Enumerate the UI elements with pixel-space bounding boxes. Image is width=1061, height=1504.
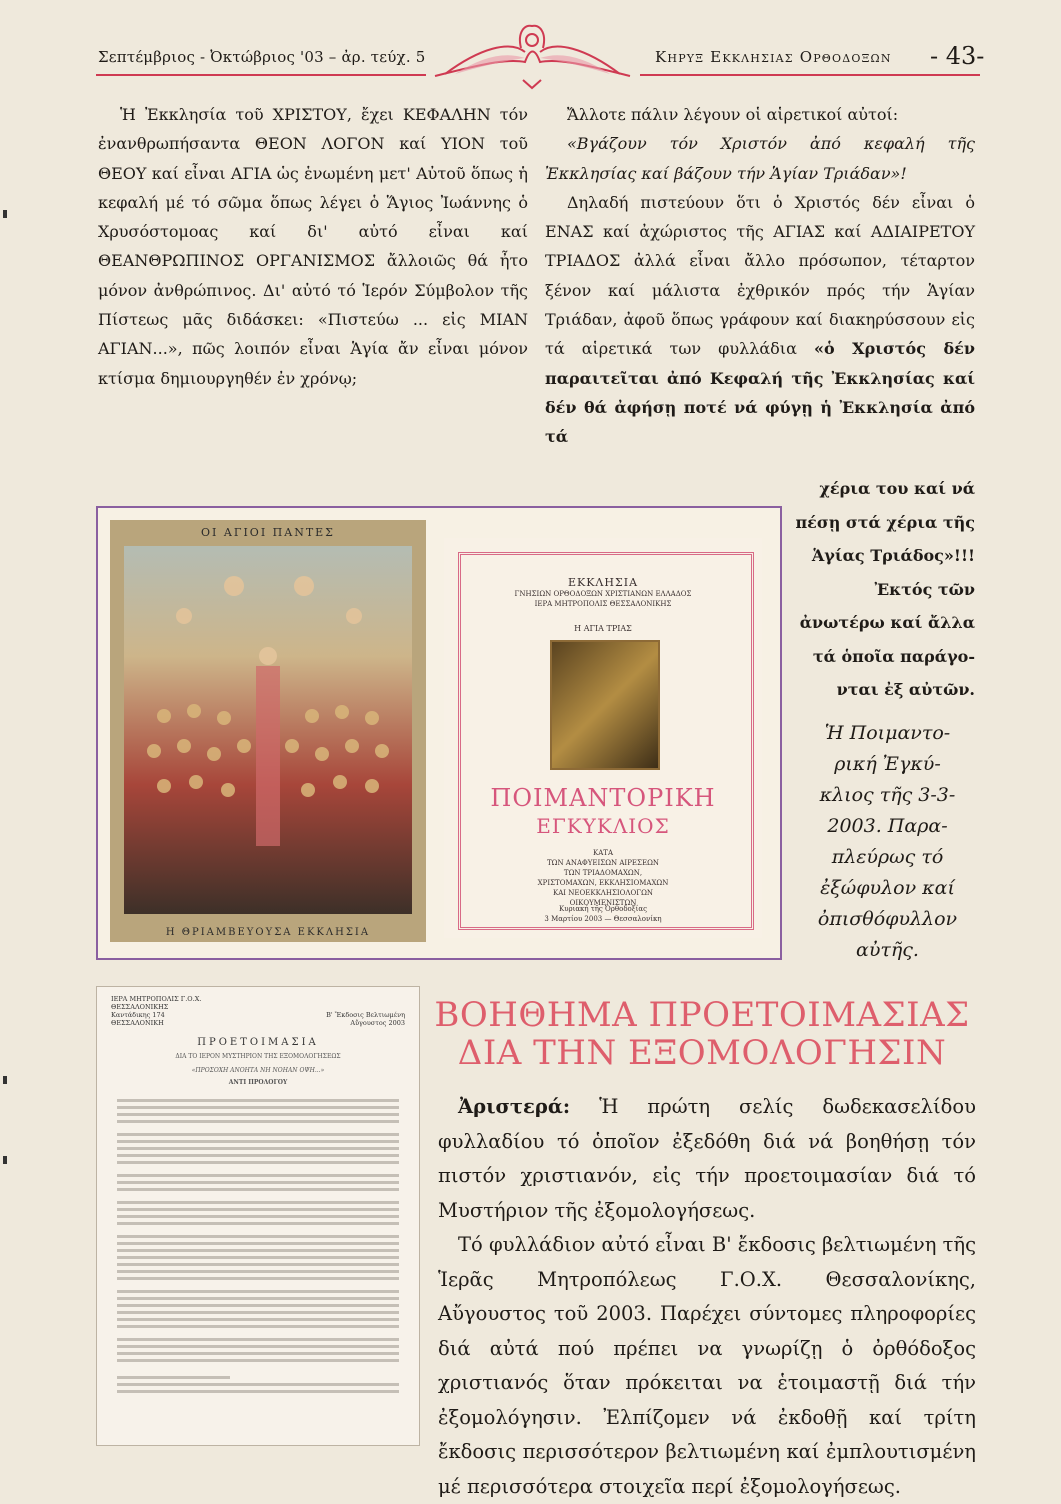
wrap-line: Ἐκτός τῶν <box>874 579 975 599</box>
wrap-line: χέρια του καί νά <box>819 479 975 498</box>
leaflet-address-line: ΘΕΣΣΑΛΟΝΙΚΗ <box>111 1019 164 1027</box>
page-number: - 43- <box>930 42 985 70</box>
margin-mark <box>3 1076 7 1084</box>
all-saints-painting-icon <box>124 546 412 914</box>
leaflet-section: ΑΝΤΙ ΠΡΟΛΟΓΟΥ <box>228 1079 288 1086</box>
caption-line: 2003. Παρα- <box>827 815 948 837</box>
encyclical-figure <box>96 506 782 960</box>
left-paragraph: Ἡ Ἐκκλησία τοῦ ΧΡΙΣΤΟΥ, ἔχει ΚΕΦΑΛΗΝ τόν ἐνανθρωπήσαντα ΘΕΟΝ ΛΟΓΟΝ καί ΥΙΟΝ τοῦ ΘΕΟΥ καί εἶναι ΑΓΙΑ ὡς ἑνωμένη μετ' Αὐτοῦ ὅπως ἡ κεφαλή μέ τό σῶμα ὅπως λέγει ὁ Ἅγιος Ἰωάννης ὁ Χρυσόστομοας καί δι' αὐτό εἶναι καί ΘΕΑΝΘΡΩΠΙΝΟΣ ΟΡΓΑΝΙΣΜΟΣ ἄλλοιῶς θά ἦτο μόνον ἀνθρώπινος. Δι' αὐτό τό Ἱερόν Σύμβολον τῆς Πίστεως μᾶς διδάσκει: «Πιστεύω ... εἰς ΜΙΑΝ ΑΓΙΑΝ...», πῶς λοιπόν εἶναι Ἁγία ἄν εἶναι μόνον κτίσμα δημιουργηθέν ἐν χρόνῳ; <box>98 105 528 388</box>
header-rule-right <box>640 74 980 76</box>
encyclical-cover <box>444 538 762 938</box>
description-paragraph-2: Τό φυλλάδιον αὐτό εἶναι Β' ἔκδοσις βελτιωμένη τῆς Ἱερᾶς Μητροπόλεως Γ.Ο.Χ. Θεσσαλονίκης, Αὔγουστος τοῦ 2003. Παρέχει σύντομες πληροφορίες διά αὐτά πού πρέπει να γνωρίζῃ ὁ ὀρθόδοξος χριστιανός ὅταν πρόκειται να ἑτοιμαστῇ διά τήν ἐξομολόγησιν. Ἐλπίζομεν νά ἐκδοθῇ καί τρίτη ἔκδοσις περισσότερον βελτιωμένη καί ἐμπλουτισμένη μέ περισσότερα στοιχεῖα περί ἐξομολογήσεως. <box>438 1233 976 1498</box>
leaflet-subtitle: ΔΙΑ ΤΟ ΙΕΡΟΝ ΜΥΣΤΗΡΙΟΝ ΤΗΣ ΕΞΟΜΟΛΟΓΗΣΕΩΣ <box>175 1053 341 1060</box>
page-header <box>0 40 1061 90</box>
leaflet-address <box>111 995 201 1027</box>
cover-sub-line: ΚΑΤΑ <box>592 849 613 857</box>
caption-line: αὐτῆς. <box>856 939 919 961</box>
cover-sub-line: ΟΙΚΟΥΜΕΝΙΣΤΩΝ <box>569 899 637 907</box>
cover-sub-line: ΚΑΙ ΝΕΟΕΚΚΛΗΣΙΟΛΟΓΩΝ <box>552 889 653 897</box>
section-heading <box>428 996 976 1072</box>
right-column <box>545 100 975 452</box>
caption-line: Ἡ Ποιμαντο- <box>824 722 951 744</box>
heading-line-1: ΒΟΗΘΗΜΑ ΠΡΟΕΤΟΙΜΑΣΙΑΣ <box>434 995 970 1035</box>
leaflet-address-line: ΙΕΡΑ ΜΗΤΡΟΠΟΛΙΣ Γ.Ο.Χ. <box>111 995 202 1003</box>
margin-mark <box>3 1156 7 1164</box>
icon-all-saints <box>110 520 426 942</box>
icon-title: ΟΙ ΑΓΙΟΙ ΠΑΝΤΕΣ <box>201 526 335 539</box>
cover-date-line: 3 Μαρτίου 2003 — Θεσσαλονίκη <box>544 915 662 923</box>
wrap-line: πέσῃ στά χέρια τῆς <box>795 512 975 532</box>
right-paragraph-2 <box>545 188 975 452</box>
cover-subtitle <box>444 848 762 908</box>
leaflet-quote: «ΠΡΟΣΟΧΗ ΑΝΟΗΤΑ ΝΗ ΝΟΗΑΝ ΟΨΗ...» <box>191 1067 325 1074</box>
leaflet-edition <box>326 1011 405 1027</box>
cover-sub-line: ΧΡΙΣΤΟΜΑΧΩΝ, ΕΚΚΛΗΣΙΟΜΑΧΩΝ <box>537 879 669 887</box>
right-paragraph-2-text: Δηλαδή πιστεύουν ὅτι ὁ Χριστός δέν εἶναι ὁ ΕΝΑΣ καί ἀχώριστος τῆς ΑΓΙΑΣ καί ΑΔΙΑΙΡΕΤΟΥ ΤΡΙΑΔΟΣ ἀλλά εἶναι ἄλλο πρόσωπον, τέταρτον ξένον καί μάλιστα ἐχθρικόν πρός τήν Ἁγίαν Τριάδαν, ἀφοῦ ὅπως γράφουν καί διακηρύσσουν εἰς τά αἱρετικά των φυλλάδια <box>545 192 975 359</box>
description-paragraph-1 <box>438 1090 976 1228</box>
cover-date <box>444 904 762 924</box>
caption-line: ἐξώφυλον καί <box>820 877 955 899</box>
figure-caption <box>800 718 975 966</box>
cover-holy-trinity: Η ΑΓΙΑ ΤΡΙΑΣ <box>574 624 632 633</box>
leaflet-description <box>438 1090 976 1504</box>
cover-date-line: Κυριακή τῆς Ὀρθοδοξίας <box>558 905 648 913</box>
leaflet-address-line: Καντάδικης 174 <box>111 1011 165 1019</box>
right-paragraph-2-bold: «ὁ Χριστός δέν παραιτεῖται ἀπό Κεφαλή τῆς Ἐκκλησίας καί δέν θά ἀφήσῃ ποτέ νά φύγῃ ἡ Ἐκκλησία ἀπό τά <box>545 339 975 447</box>
cover-title-line2: ΕΓΚΥΚΛΙΟΣ <box>536 814 670 838</box>
wrap-text-block <box>792 472 975 707</box>
wrap-line: Ἁγίας Τριάδος»!!! <box>811 546 975 565</box>
description-lead: Ἀριστερά: <box>458 1095 571 1118</box>
cover-metropolis: ΙΕΡΑ ΜΗΤΡΟΠΟΛΙΣ ΘΕΣΣΑΛΟΝΙΚΗΣ <box>534 600 672 608</box>
double-eagle-emblem-icon <box>425 18 640 90</box>
caption-line: ρική Ἐγκύ- <box>834 753 941 775</box>
journal-title: Κηρυξ Εκκλησιας Ορθοδοξων <box>655 48 892 66</box>
right-quote: «Βγάζουν τόν Χριστόν ἀπό κεφαλή τῆς Ἐκκλησίας καί βάζουν τήν Ἁγίαν Τριάδαν»! <box>545 134 975 183</box>
heading-line-2: ΔΙΑ ΤΗΝ ΕΞΟΜΟΛΟΓΗΣΙΝ <box>457 1033 947 1073</box>
cover-church-full: ΓΝΗΣΙΩΝ ΟΡΘΟΔΟΞΩΝ ΧΡΙΣΤΙΑΝΩΝ ΕΛΛΑΔΟΣ <box>514 590 692 598</box>
confession-leaflet <box>96 986 420 1446</box>
icon-footer: Η ΘΡΙΑΜΒΕΥΟΥΣΑ ΕΚΚΛΗΣΙΑ <box>165 927 371 938</box>
issue-info: Σεπτέμβριος - Ὀκτώβριος '03 – ἀρ. τεύχ. 5 <box>98 48 426 66</box>
leaflet-address-line: ΘΕΣΣΑΛΟΝΙΚΗΣ <box>111 1003 169 1011</box>
holy-trinity-icon <box>550 640 660 770</box>
cover-sub-line: ΤΩΝ ΑΝΑΦΥΕΙΣΩΝ ΑΙΡΕΣΕΩΝ <box>546 859 660 867</box>
cover-church: ΕΚΚΛΗΣΙΑ <box>567 576 639 589</box>
caption-line: ὀπισθόφυλλον <box>817 908 958 930</box>
caption-line: πλεύρως τό <box>831 846 944 868</box>
caption-line: κλιος τῆς 3-3- <box>819 784 956 806</box>
leaflet-edition-line: Β' Ἔκδοσις Βελτιωμένη <box>326 1011 405 1019</box>
cover-title-line1: ΠΟΙΜΑΝΤΟΡΙΚΗ <box>490 784 716 812</box>
leaflet-date-line: Αὔγουστος 2003 <box>350 1019 405 1027</box>
wrap-line: νται ἐξ αὐτῶν. <box>836 680 975 699</box>
wrap-line: τά ὁποῖα παράγο- <box>812 646 975 666</box>
description-p1-text: Ἡ πρώτη σελίς δωδεκασελίδου φυλλαδίου τό ὁποῖον ἐξεδόθη διά νά βοηθήσῃ τόν πιστόν χριστιανόν, εἰς τήν προετοιμασίαν διά τό Μυστήριον τῆς ἐξομολογήσεως. <box>438 1095 976 1222</box>
leaflet-title: ΠΡΟΕΤΟΙΜΑΣΙΑ <box>197 1037 319 1048</box>
header-rule-left <box>96 74 426 76</box>
leaflet-body-lines <box>117 1095 399 1397</box>
left-column <box>98 100 528 393</box>
margin-mark <box>3 210 7 218</box>
cover-sub-line: ΤΩΝ ΤΡΙΑΔΟΜΑΧΩΝ, <box>563 869 643 877</box>
wrap-line: ἀνωτέρω καί ἄλλα <box>799 613 975 632</box>
right-paragraph-1: Ἄλλοτε πάλιν λέγουν οἱ αἱρετικοί αὐτοί: <box>567 105 899 124</box>
